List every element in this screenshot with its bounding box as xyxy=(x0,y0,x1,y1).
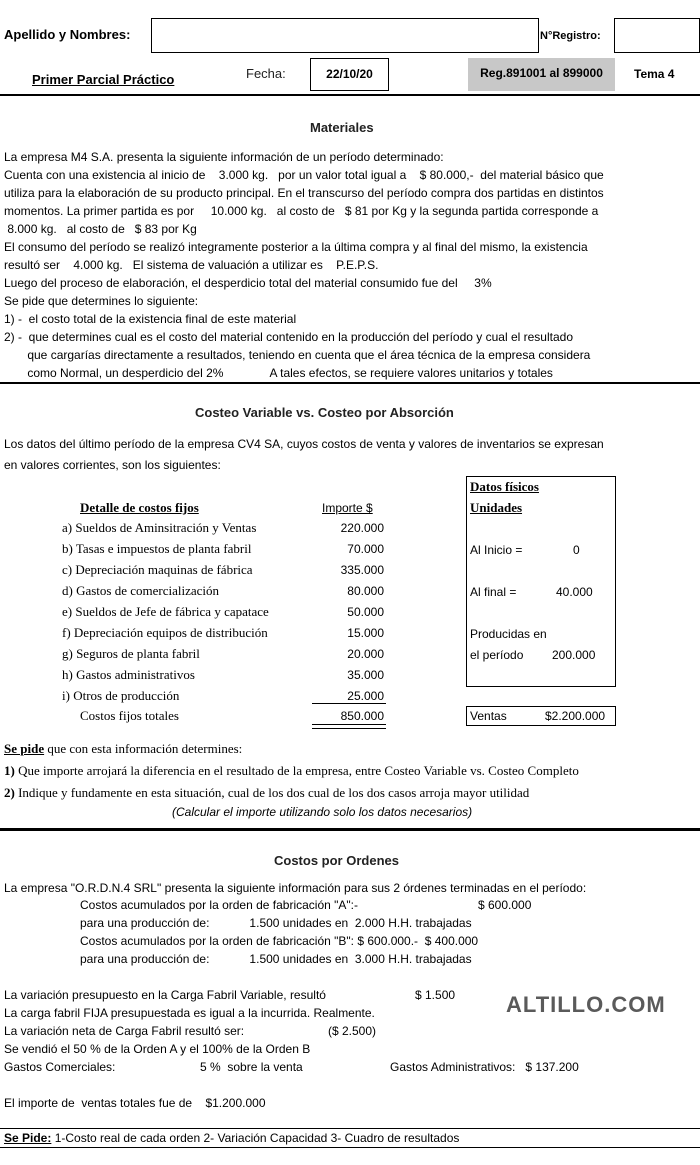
importe-header: Importe $ xyxy=(322,501,373,515)
registro-field[interactable] xyxy=(614,18,700,53)
ordenes-line: La variación neta de Carga Fabril resultó ser: xyxy=(4,1024,245,1038)
gastos-administrativos: Gastos Administrativos: $ 137.200 xyxy=(390,1060,579,1074)
al-final-label: Al final = xyxy=(470,585,517,599)
tema-label: Tema 4 xyxy=(634,67,675,81)
costeo-intro: en valores corrientes, son los siguientes: xyxy=(4,458,221,472)
question-2 xyxy=(4,785,529,801)
materiales-line: 8.000 kg. al costo de $ 83 por Kg xyxy=(4,222,197,236)
al-inicio-value: 0 xyxy=(573,543,580,557)
question-1 xyxy=(4,763,579,779)
materiales-line: utiliza para la elaboración de su producto principal. En el transcurso del período compra dos partidas en distintos xyxy=(4,186,604,200)
materiales-line: momentos. La primer partida es por 10.000 kg. al costo de $ 81 por Kg y la segunda partida corresponde a xyxy=(4,204,599,218)
fecha-value: 22/10/20 xyxy=(310,58,389,91)
reg-range-badge: Reg.891001 al 899000 xyxy=(468,58,615,91)
ventas-value: $2.200.000 xyxy=(545,709,606,723)
question-number: 2) xyxy=(4,785,15,800)
cost-item-label: f) Depreciación equipos de distribución xyxy=(62,625,268,640)
divider xyxy=(0,1147,700,1148)
cost-item-label: i) Otros de producción xyxy=(62,688,180,703)
al-final-value: 40.000 xyxy=(556,585,593,599)
cost-item-value: 15.000 xyxy=(347,626,384,640)
question-text: Indique y fundamente en esta situación, cual de los dos cual de los dos casos arroja mayor utilidad xyxy=(14,785,530,800)
fecha-label: Fecha: xyxy=(246,66,286,81)
cost-item-label: a) Sueldos de Aminsitración y Ventas xyxy=(62,520,257,535)
divider xyxy=(0,94,700,96)
cost-item-value: 70.000 xyxy=(347,542,384,556)
se-pide-line xyxy=(4,741,242,757)
cost-item-label: e) Sueldos de Jefe de fábrica y capatace xyxy=(62,604,269,619)
producidas-label: Producidas en xyxy=(470,627,547,641)
divider xyxy=(0,382,700,384)
ordenes-intro: La empresa "O.R.D.N.4 SRL" presenta la siguiente información para sus 2 órdenes terminadas en el período: xyxy=(4,881,587,895)
cost-item-label: c) Depreciación maquinas de fábrica xyxy=(62,562,253,577)
gastos-comerciales-label: Gastos Comerciales: xyxy=(4,1060,116,1074)
ordenes-value: ($ 2.500) xyxy=(328,1024,377,1038)
name-field[interactable] xyxy=(151,18,539,53)
registro-label: N°Registro: xyxy=(540,30,601,42)
gastos-comerciales-value: 5 % sobre la venta xyxy=(200,1060,303,1074)
materiales-line: Cuenta con una existencia al inicio de 3.000 kg. por un valor total igual a $ 80.000,- del material básico que xyxy=(4,168,604,182)
orden-a-production: para una producción de: 1.500 unidades en 2.000 H.H. trabajadas xyxy=(80,916,472,930)
costeo-intro: Los datos del último período de la empresa CV4 SA, cuyos costos de venta y valores de inventarios se expresan xyxy=(4,437,604,451)
cost-item-value: 80.000 xyxy=(347,584,384,598)
name-label: Apellido y Nombres: xyxy=(4,27,131,42)
cost-item-value: 35.000 xyxy=(347,668,384,682)
orden-a-line: Costos acumulados por la orden de fabricación "A":- xyxy=(80,898,358,912)
cost-item-value: 20.000 xyxy=(347,647,384,661)
cost-item-label: g) Seguros de planta fabril xyxy=(62,646,200,661)
materiales-line: que cargarías directamente a resultados, teniendo en cuenta que el área técnica de la empresa considera xyxy=(4,348,591,362)
cost-item-value: 335.000 xyxy=(340,563,384,577)
materiales-line: La empresa M4 S.A. presenta la siguiente información de un período determinado: xyxy=(4,150,444,164)
cost-item-value: 50.000 xyxy=(347,605,384,619)
se-pide-text: 1-Costo real de cada orden 2- Variación Capacidad 3- Cuadro de resultados xyxy=(51,1131,460,1145)
ordenes-line: Se vendió el 50 % de la Orden A y el 100% de la Orden B xyxy=(4,1042,311,1056)
se-pide-label: Se pide xyxy=(4,741,45,756)
materiales-line: El consumo del período se realizó integramente posterior a la última compra y al final del mismo, la existencia xyxy=(4,240,588,254)
se-pide-label: Se Pide: xyxy=(4,1131,52,1145)
calc-note: (Calcular el importe utilizando solo los datos necesarios) xyxy=(172,805,473,819)
altillo-watermark: ALTILLO.COM xyxy=(506,992,666,1017)
cost-item-label: b) Tasas e impuestos de planta fabril xyxy=(62,541,252,556)
fisicos-title: Datos físicos xyxy=(470,479,539,494)
ordenes-value: $ 1.500 xyxy=(415,988,456,1002)
ventas-totales: El importe de ventas totales fue de $1.200.000 xyxy=(4,1096,266,1110)
detalle-header: Detalle de costos fijos xyxy=(80,500,199,515)
fisicos-subtitle: Unidades xyxy=(470,500,523,515)
question-number: 1) xyxy=(4,763,15,778)
materiales-title: Materiales xyxy=(310,120,374,135)
cost-item-label: d) Gastos de comercialización xyxy=(62,583,220,598)
ordenes-se-pide xyxy=(4,1131,459,1145)
total-double-rule xyxy=(312,724,386,729)
ventas-label: Ventas xyxy=(470,709,507,723)
se-pide-text: que con esta información determines: xyxy=(44,741,243,756)
total-label: Costos fijos totales xyxy=(80,708,179,723)
orden-b-line: Costos acumulados por la orden de fabricación "B": $ 600.000.- $ 400.000 xyxy=(80,934,479,948)
ordenes-line: La variación presupuesto en la Carga Fabril Variable, resultó xyxy=(4,988,326,1002)
cost-item-value: 220.000 xyxy=(340,521,384,535)
total-value: 850.000 xyxy=(340,709,384,723)
cost-item-label: h) Gastos administrativos xyxy=(62,667,195,682)
materiales-line: 2) - que determines cual es el costo del material contenido en la producción del período y cual el resultado xyxy=(4,330,573,344)
exam-title: Primer Parcial Práctico xyxy=(32,72,175,87)
materiales-line: resultó ser 4.000 kg. El sistema de valuación a utilizar es P.E.P.S. xyxy=(4,258,379,272)
producidas-value: 200.000 xyxy=(552,648,596,662)
producidas-label: el período xyxy=(470,648,524,662)
al-inicio-label: Al Inicio = xyxy=(470,543,523,557)
materiales-line: 1) - el costo total de la existencia final de este material xyxy=(4,312,297,326)
orden-b-production: para una producción de: 1.500 unidades en 3.000 H.H. trabajadas xyxy=(80,952,472,966)
costeo-title: Costeo Variable vs. Costeo por Absorción xyxy=(195,405,454,420)
materiales-line: Luego del proceso de elaboración, el desperdicio total del material consumido fue del 3% xyxy=(4,276,492,290)
ordenes-line: La carga fabril FIJA presupuestada es igual a la incurrida. Realmente. xyxy=(4,1006,375,1020)
ordenes-title: Costos por Ordenes xyxy=(274,853,399,868)
cost-item-value: 25.000 xyxy=(347,689,384,703)
materiales-line: como Normal, un desperdicio del 2% A tales efectos, se requiere valores unitarios y totales xyxy=(4,366,553,380)
orden-a-value: $ 600.000 xyxy=(478,898,532,912)
materiales-line: Se pide que determines lo siguiente: xyxy=(4,294,199,308)
sum-rule xyxy=(312,703,386,704)
divider xyxy=(0,1128,700,1129)
divider xyxy=(0,828,700,831)
question-text: Que importe arrojará la diferencia en el resultado de la empresa, entre Costeo Variable vs. Costeo Completo xyxy=(14,763,579,778)
